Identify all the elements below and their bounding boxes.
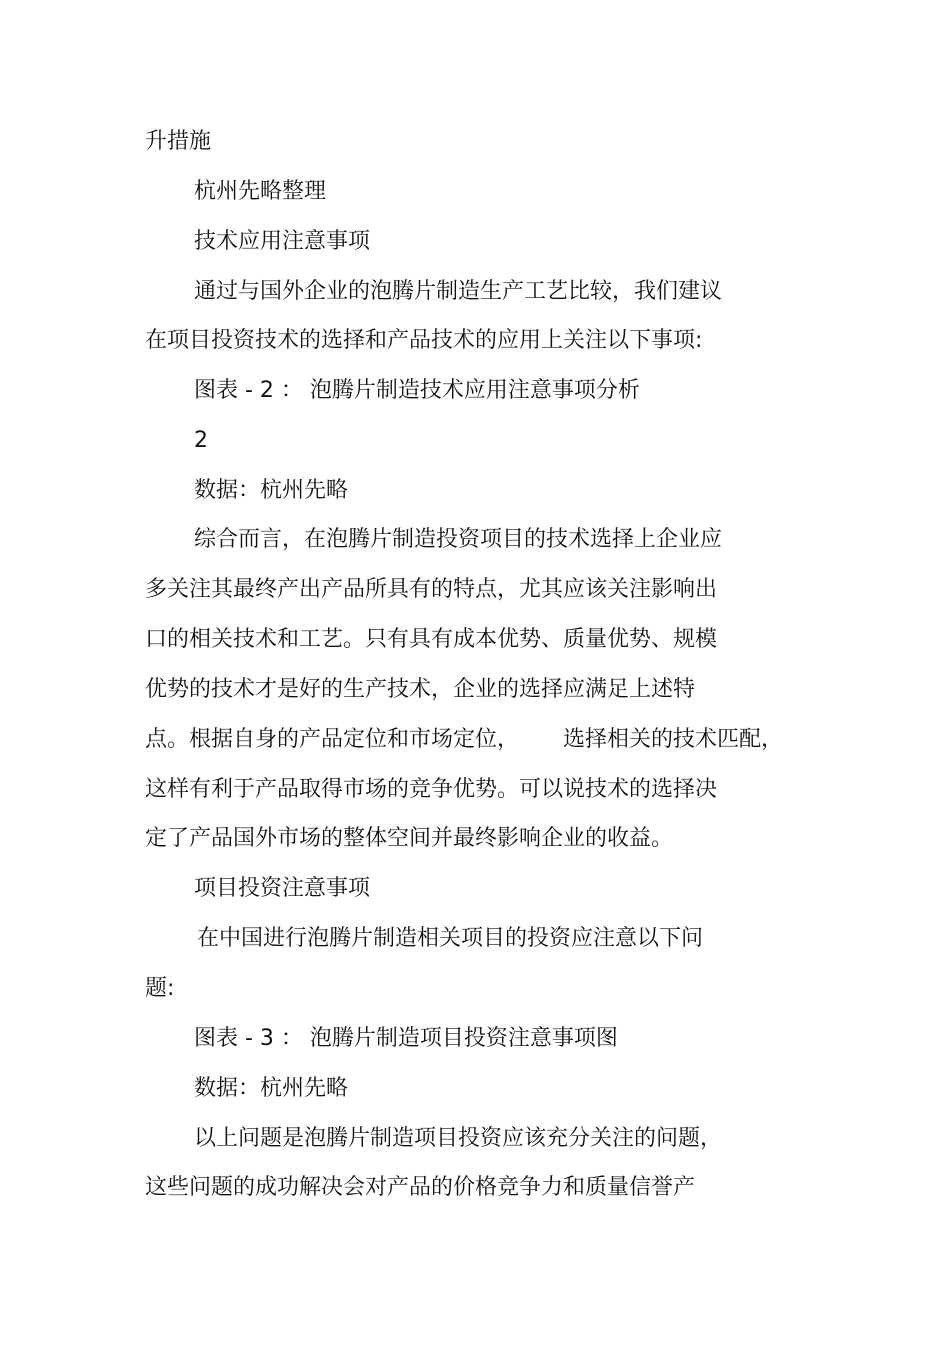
paragraph-line: 定了产品国外市场的整体空间并最终影响企业的收益。 (145, 826, 674, 851)
paragraph-line: 综合而言，在泡腾片制造投资项目的技术选择上企业应 (194, 527, 723, 552)
paragraph-line: 通过与国外企业的泡腾片制造生产工艺比较，我们建议 (194, 279, 723, 304)
paragraph-line: 口的相关技术和工艺。只有具有成本优势、质量优势、规模 (145, 627, 718, 652)
figure-number: 2 (194, 428, 208, 453)
section-heading: 项目投资注意事项 (194, 876, 371, 901)
paragraph-line (145, 725, 783, 755)
paragraph-line: 这样有利于产品取得市场的竞争优势。可以说技术的选择决 (145, 777, 718, 802)
paragraph-line: 优势的技术才是好的生产技术，企业的选择应满足上述特 (145, 677, 696, 702)
paragraph-line: 以上问题是泡腾片制造项目投资应该充分关注的问题， (194, 1126, 723, 1151)
paragraph-line-part: 选择相关的技术匹配， (563, 727, 784, 752)
section-heading: 技术应用注意事项 (194, 229, 371, 254)
data-source: 数据：杭州先略 (194, 1076, 349, 1101)
paragraph-line: 这些问题的成功解决会对产品的价格竞争力和质量信誉产 (145, 1175, 696, 1200)
figure-caption: 图表 - 3 ： 泡腾片制造项目投资注意事项图 (194, 1026, 618, 1051)
paragraph-line: 在中国进行泡腾片制造相关项目的投资应注意以下问 (197, 926, 704, 951)
text-line: 升措施 (145, 129, 212, 154)
paragraph-line-part: 点。根据自身的产品定位和市场定位， (145, 727, 520, 752)
paragraph-line: 多关注其最终产出产品所具有的特点，尤其应该关注影响出 (145, 577, 718, 602)
data-source: 数据：杭州先略 (194, 478, 349, 503)
paragraph-line: 在项目投资技术的选择和产品技术的应用上关注以下事项: (145, 328, 703, 353)
paragraph-line: 题: (145, 976, 175, 1001)
author-note: 杭州先略整理 (194, 179, 327, 204)
figure-caption: 图表 - 2 ： 泡腾片制造技术应用注意事项分析 (194, 378, 640, 403)
